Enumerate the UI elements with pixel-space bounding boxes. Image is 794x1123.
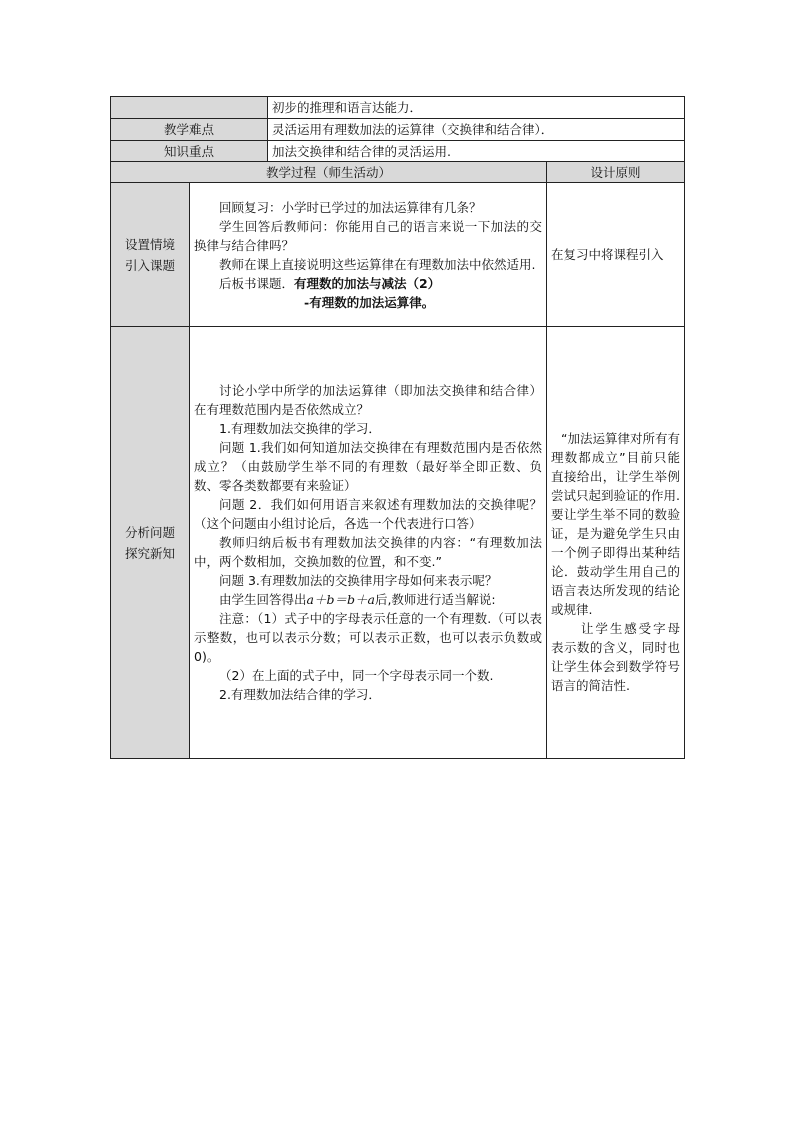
section-intro-note: 在复习中将课程引入 bbox=[547, 183, 685, 327]
principle-header: 设计原则 bbox=[547, 162, 685, 183]
key-point-text: 加法交换律和结合律的灵活运用. bbox=[268, 141, 685, 162]
lesson-plan-page bbox=[110, 96, 684, 759]
intro-paragraph-3: 教师在课上直接说明这些运算律在有理数加法中依然适用. bbox=[219, 256, 536, 272]
section-explore-content bbox=[190, 327, 547, 759]
difficulty-label: 教学难点 bbox=[111, 119, 268, 141]
row-key-point bbox=[111, 141, 685, 162]
intro-paragraph-2: 学生回答后教师问：你能用自己的语言来说一下加法的交换律与结合律吗？ bbox=[194, 218, 542, 253]
explore-paragraph-2: 1.有理数加法交换律的学习． bbox=[219, 421, 381, 436]
note-spacer bbox=[551, 391, 680, 429]
section-explore-note bbox=[547, 327, 685, 759]
section-intro-label-line1: 设置情境 bbox=[124, 236, 175, 252]
row-header bbox=[111, 162, 685, 183]
section-explore-label bbox=[111, 327, 190, 759]
ability-label bbox=[111, 97, 268, 119]
explore-paragraph-1: 讨论小学中所学的加法运算律（即加法交换律和结合律）在有理数范围内是否依然成立？ bbox=[194, 383, 542, 417]
section-explore-label-line1: 分析问题 bbox=[124, 524, 175, 540]
explore-paragraph-3: 问题 1.我们如何知道加法交换律在有理数范围内是否依然成立？（由鼓励学生举不同的有理数（最好举全即正数、负数、零各类数都要有来验证） bbox=[194, 440, 542, 493]
process-header: 教学过程（师生活动） bbox=[111, 162, 547, 183]
explore-note-1: “加法运算律对所有有理数都成立”目前只能直接给出，让学生举例尝试只起到验证的作用.要让学生举不同的数验证，是为避免学生只由一个例子即得出某种结论．鼓动学生用自己的语言表达所发现的结论或规律. bbox=[551, 430, 681, 617]
explore-paragraph-5: 教师归纳后板书有理数加法交换律的内容：“有理数加法中，两个数相加，交换加数的位置，和不变.” bbox=[194, 535, 542, 569]
explore-paragraph-9: （2）在上面的式子中，同一个字母表示同一个数. bbox=[219, 668, 494, 683]
commutative-formula: a＋b＝b＋a bbox=[306, 592, 375, 607]
intro-lesson-title: 有理数的加法与减法（2） bbox=[294, 275, 441, 291]
explore-paragraph-4: 问题 2．我们如何用语言来叙述有理数加法的交换律呢？（这个问题由小组讨论后，各选一个代表进行口答） bbox=[194, 497, 542, 531]
explore-note-2: 让学生感受字母表示数的含义，同时也让学生体会到数学符号语言的简洁性. bbox=[551, 620, 681, 693]
intro-title-prefix: 后板书课题． bbox=[219, 275, 295, 291]
row-section-intro bbox=[111, 183, 685, 327]
formula-suffix: 后,教师进行适当解说: bbox=[374, 592, 496, 607]
section-intro-content bbox=[190, 183, 547, 327]
explore-paragraph-7 bbox=[194, 590, 542, 609]
lesson-plan-table bbox=[110, 96, 685, 759]
section-explore-label-line2: 探究新知 bbox=[124, 545, 175, 561]
key-point-label: 知识重点 bbox=[111, 141, 268, 162]
explore-paragraph-6: 问题 3.有理数加法的交换律用字母如何来表示呢？ bbox=[219, 573, 498, 588]
formula-prefix: 由学生回答得出 bbox=[219, 592, 307, 607]
intro-paragraph-1: 回顾复习：小学时已学过的加法运算律有几条？ bbox=[219, 199, 482, 215]
intro-paragraph-4 bbox=[194, 274, 542, 293]
intro-lesson-subtitle: -有理数的加法运算律。 bbox=[304, 294, 435, 310]
ability-text: 初步的推理和语言达能力． bbox=[268, 97, 685, 119]
explore-paragraph-10: 2.有理数加法结合律的学习． bbox=[219, 687, 381, 702]
explore-paragraph-8: 注意：（1）式子中的字母表示任意的一个有理数.（可以表示整数，也可以表示分数；可以表示正数，也可以表示负数或 0)。 bbox=[194, 611, 542, 664]
section-intro-label-line2: 引入课题 bbox=[124, 257, 175, 273]
row-section-explore bbox=[111, 327, 685, 759]
section-intro-label bbox=[111, 183, 190, 327]
row-difficulty bbox=[111, 119, 685, 141]
row-ability bbox=[111, 97, 685, 119]
difficulty-text: 灵活运用有理数加法的运算律（交换律和结合律）． bbox=[268, 119, 685, 141]
